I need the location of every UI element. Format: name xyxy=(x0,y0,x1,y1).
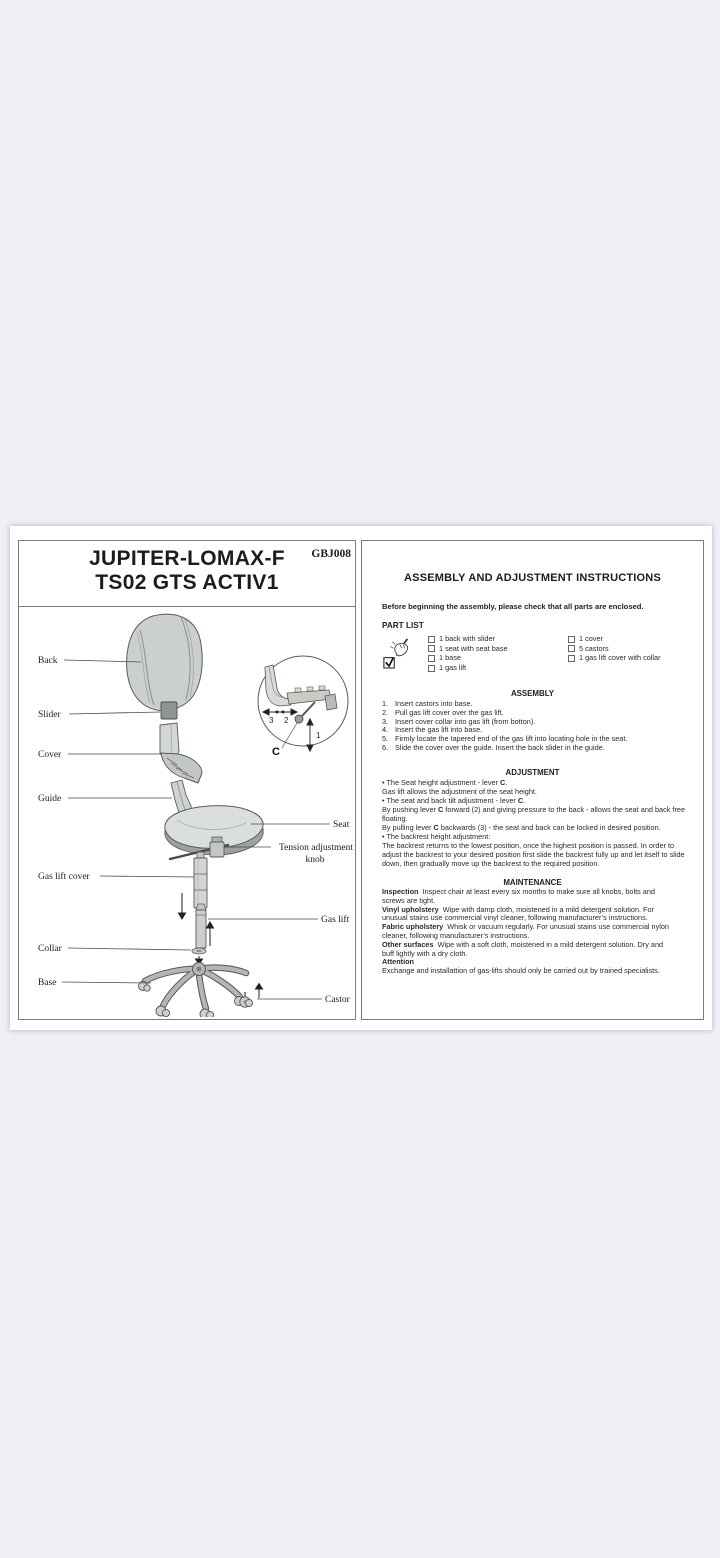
slider-part xyxy=(161,702,177,719)
up-arrow-icon xyxy=(207,922,214,946)
assembly-section-title: ASSEMBLY xyxy=(510,689,555,698)
maintenance-paragraphs xyxy=(382,888,674,976)
assembly-step xyxy=(382,744,700,753)
gas-lift-part xyxy=(196,904,206,953)
document-page xyxy=(10,526,712,1030)
checkbox-icon xyxy=(428,665,435,672)
step-text: Pull gas lift cover over the gas lift. xyxy=(395,707,504,717)
part-list-row xyxy=(428,644,508,654)
step-text: Slide the cover over the guide. Insert the back slider in the guide. xyxy=(395,742,605,752)
maintenance-paragraph: Attention xyxy=(382,957,415,967)
label-slider: Slider xyxy=(38,710,61,720)
part-list-row xyxy=(428,634,508,644)
writing-hand-icon xyxy=(382,633,414,671)
exploded-chair-diagram xyxy=(19,607,353,1017)
intro-text: Before beginning the assembly, please check that all parts are enclosed. xyxy=(382,602,644,611)
gas-lift-cover-part xyxy=(194,852,207,908)
checkbox-icon xyxy=(568,636,575,643)
part-list-row xyxy=(568,653,661,663)
base-part xyxy=(145,963,246,1010)
label-collar: Collar xyxy=(38,944,62,954)
part-list-row xyxy=(428,663,508,673)
lever-detail-inset xyxy=(258,656,348,758)
checkbox-icon xyxy=(428,655,435,662)
part-list-item-label: 5 castors xyxy=(579,643,609,653)
label-cover: Cover xyxy=(38,750,62,760)
maintenance-paragraph: Other surfaces Wipe with a soft cloth, moistened in a mild detergent solution. Dry and buff lightly with a dry cloth. xyxy=(382,939,664,958)
label-gas-lift: Gas lift xyxy=(321,915,350,925)
step-text: Insert castors into base. xyxy=(395,699,473,708)
part-list-item-label: 1 back with slider xyxy=(439,634,495,643)
backrest-part xyxy=(127,614,203,710)
product-title-line1: JUPITER-LOMAX-F xyxy=(89,547,285,570)
adjustment-paragraph: The backrest returns to the lowest position, once the highest position is passed. In order to adjust the backrest to your desired position first slide the backrest fully up and let itself to slide down, then gradually move up the backrest to the required position. xyxy=(382,841,685,868)
step-number: 1. xyxy=(382,699,389,708)
label-tension-line2: knob xyxy=(305,855,325,865)
inset-number-2: 2 xyxy=(284,716,289,725)
label-back: Back xyxy=(38,656,58,666)
checkbox-icon xyxy=(568,655,575,662)
step-text: Insert the gas lift into base. xyxy=(395,725,483,735)
maintenance-paragraph: Exchange and installattion of gas-lifts should only be carried out by trained specialists. xyxy=(382,966,660,976)
label-guide: Guide xyxy=(38,794,62,804)
adjustment-paragraph: • The seat and back tilt adjustment - lever C. xyxy=(382,796,526,805)
part-list-item-label: 1 seat with seat base xyxy=(439,643,508,653)
adjustment-paragraph: • The backrest height adjustment: xyxy=(382,832,491,841)
label-base: Base xyxy=(38,978,57,988)
cover-part xyxy=(160,723,202,783)
step-number: 2. xyxy=(382,707,389,717)
down-arrow-icon xyxy=(179,893,186,919)
part-list-item-label: 1 gas lift cover with collar xyxy=(579,653,661,663)
checkbox-icon xyxy=(568,645,575,652)
product-title-line2: TS02 GTS ACTIV1 xyxy=(95,571,279,594)
product-title xyxy=(19,547,355,595)
collar-part xyxy=(192,948,206,954)
adjustment-paragraph: • The Seat height adjustment - lever C. xyxy=(382,778,508,787)
tension-knob-part xyxy=(210,837,224,857)
part-list-column-1 xyxy=(428,634,508,672)
label-seat: Seat xyxy=(333,820,350,830)
lever-c-label: C xyxy=(272,746,280,758)
maintenance-section-title: MAINTENANCE xyxy=(503,878,562,887)
step-text: Insert cover collar into gas lift (from botton). xyxy=(395,716,536,726)
label-castor: Castor xyxy=(325,995,350,1005)
model-code: GBJ008 xyxy=(311,548,351,560)
instructions-heading: ASSEMBLY AND ADJUSTMENT INSTRUCTIONS xyxy=(404,572,661,584)
label-gas-lift-cover: Gas lift cover xyxy=(38,872,90,882)
instructions-panel xyxy=(361,540,704,1020)
maintenance-paragraph: Fabric upholstery Whisk or vacuum regularly. For unusual stains use commercial nylon cleaner, following manufacturer’s instructions. xyxy=(382,922,669,940)
adjustment-section-title: ADJUSTMENT xyxy=(505,768,560,777)
label-tension-line1: Tension adjustment xyxy=(278,843,353,853)
inset-number-3: 3 xyxy=(269,716,274,725)
part-list-row xyxy=(568,634,661,644)
adjustment-paragraph: By pulling lever C backwards (3) - the seat and back can be locked in desired position. xyxy=(382,823,661,832)
assembly-steps-list xyxy=(382,700,700,753)
inset-number-1: 1 xyxy=(316,731,321,740)
maintenance-paragraph: Vinyl upholstery Wipe with damp cloth, moistened in a mild detergent solution. For unusual stains use commercial vinyl cleaner, following manufacturer’s instructions. xyxy=(382,904,655,923)
adjustment-paragraph: By pushing lever C forward (2) and giving pressure to the back - allows the seat and back free floating. xyxy=(382,805,685,823)
part-list-item-label: 1 cover xyxy=(579,634,603,643)
part-list-title: PART LIST xyxy=(382,621,424,630)
checkbox-icon xyxy=(428,645,435,652)
step-number: 4. xyxy=(382,725,389,735)
up-arrow-icon xyxy=(256,984,263,999)
part-list-item-label: 1 gas lift xyxy=(439,662,467,672)
part-list-row xyxy=(568,644,661,654)
checkbox-icon xyxy=(428,636,435,643)
part-list-item-label: 1 base xyxy=(439,653,461,663)
step-number: 6. xyxy=(382,742,389,752)
adjustment-paragraphs xyxy=(382,778,689,868)
maintenance-paragraph: Inspection Inspect chair at least every six months to make sure all knobs, bolts and screws are tight. xyxy=(382,887,655,905)
step-number: 3. xyxy=(382,716,389,726)
step-text: Firmly locate the tapered end of the gas lift into locating hole in the seat. xyxy=(395,734,628,744)
step-number: 5. xyxy=(382,734,389,744)
diagram-panel xyxy=(18,540,356,1020)
part-list-row xyxy=(428,653,508,663)
adjustment-paragraph: Gas lift allows the adjustment of the seat height. xyxy=(382,787,537,796)
part-list-column-2 xyxy=(568,634,661,663)
